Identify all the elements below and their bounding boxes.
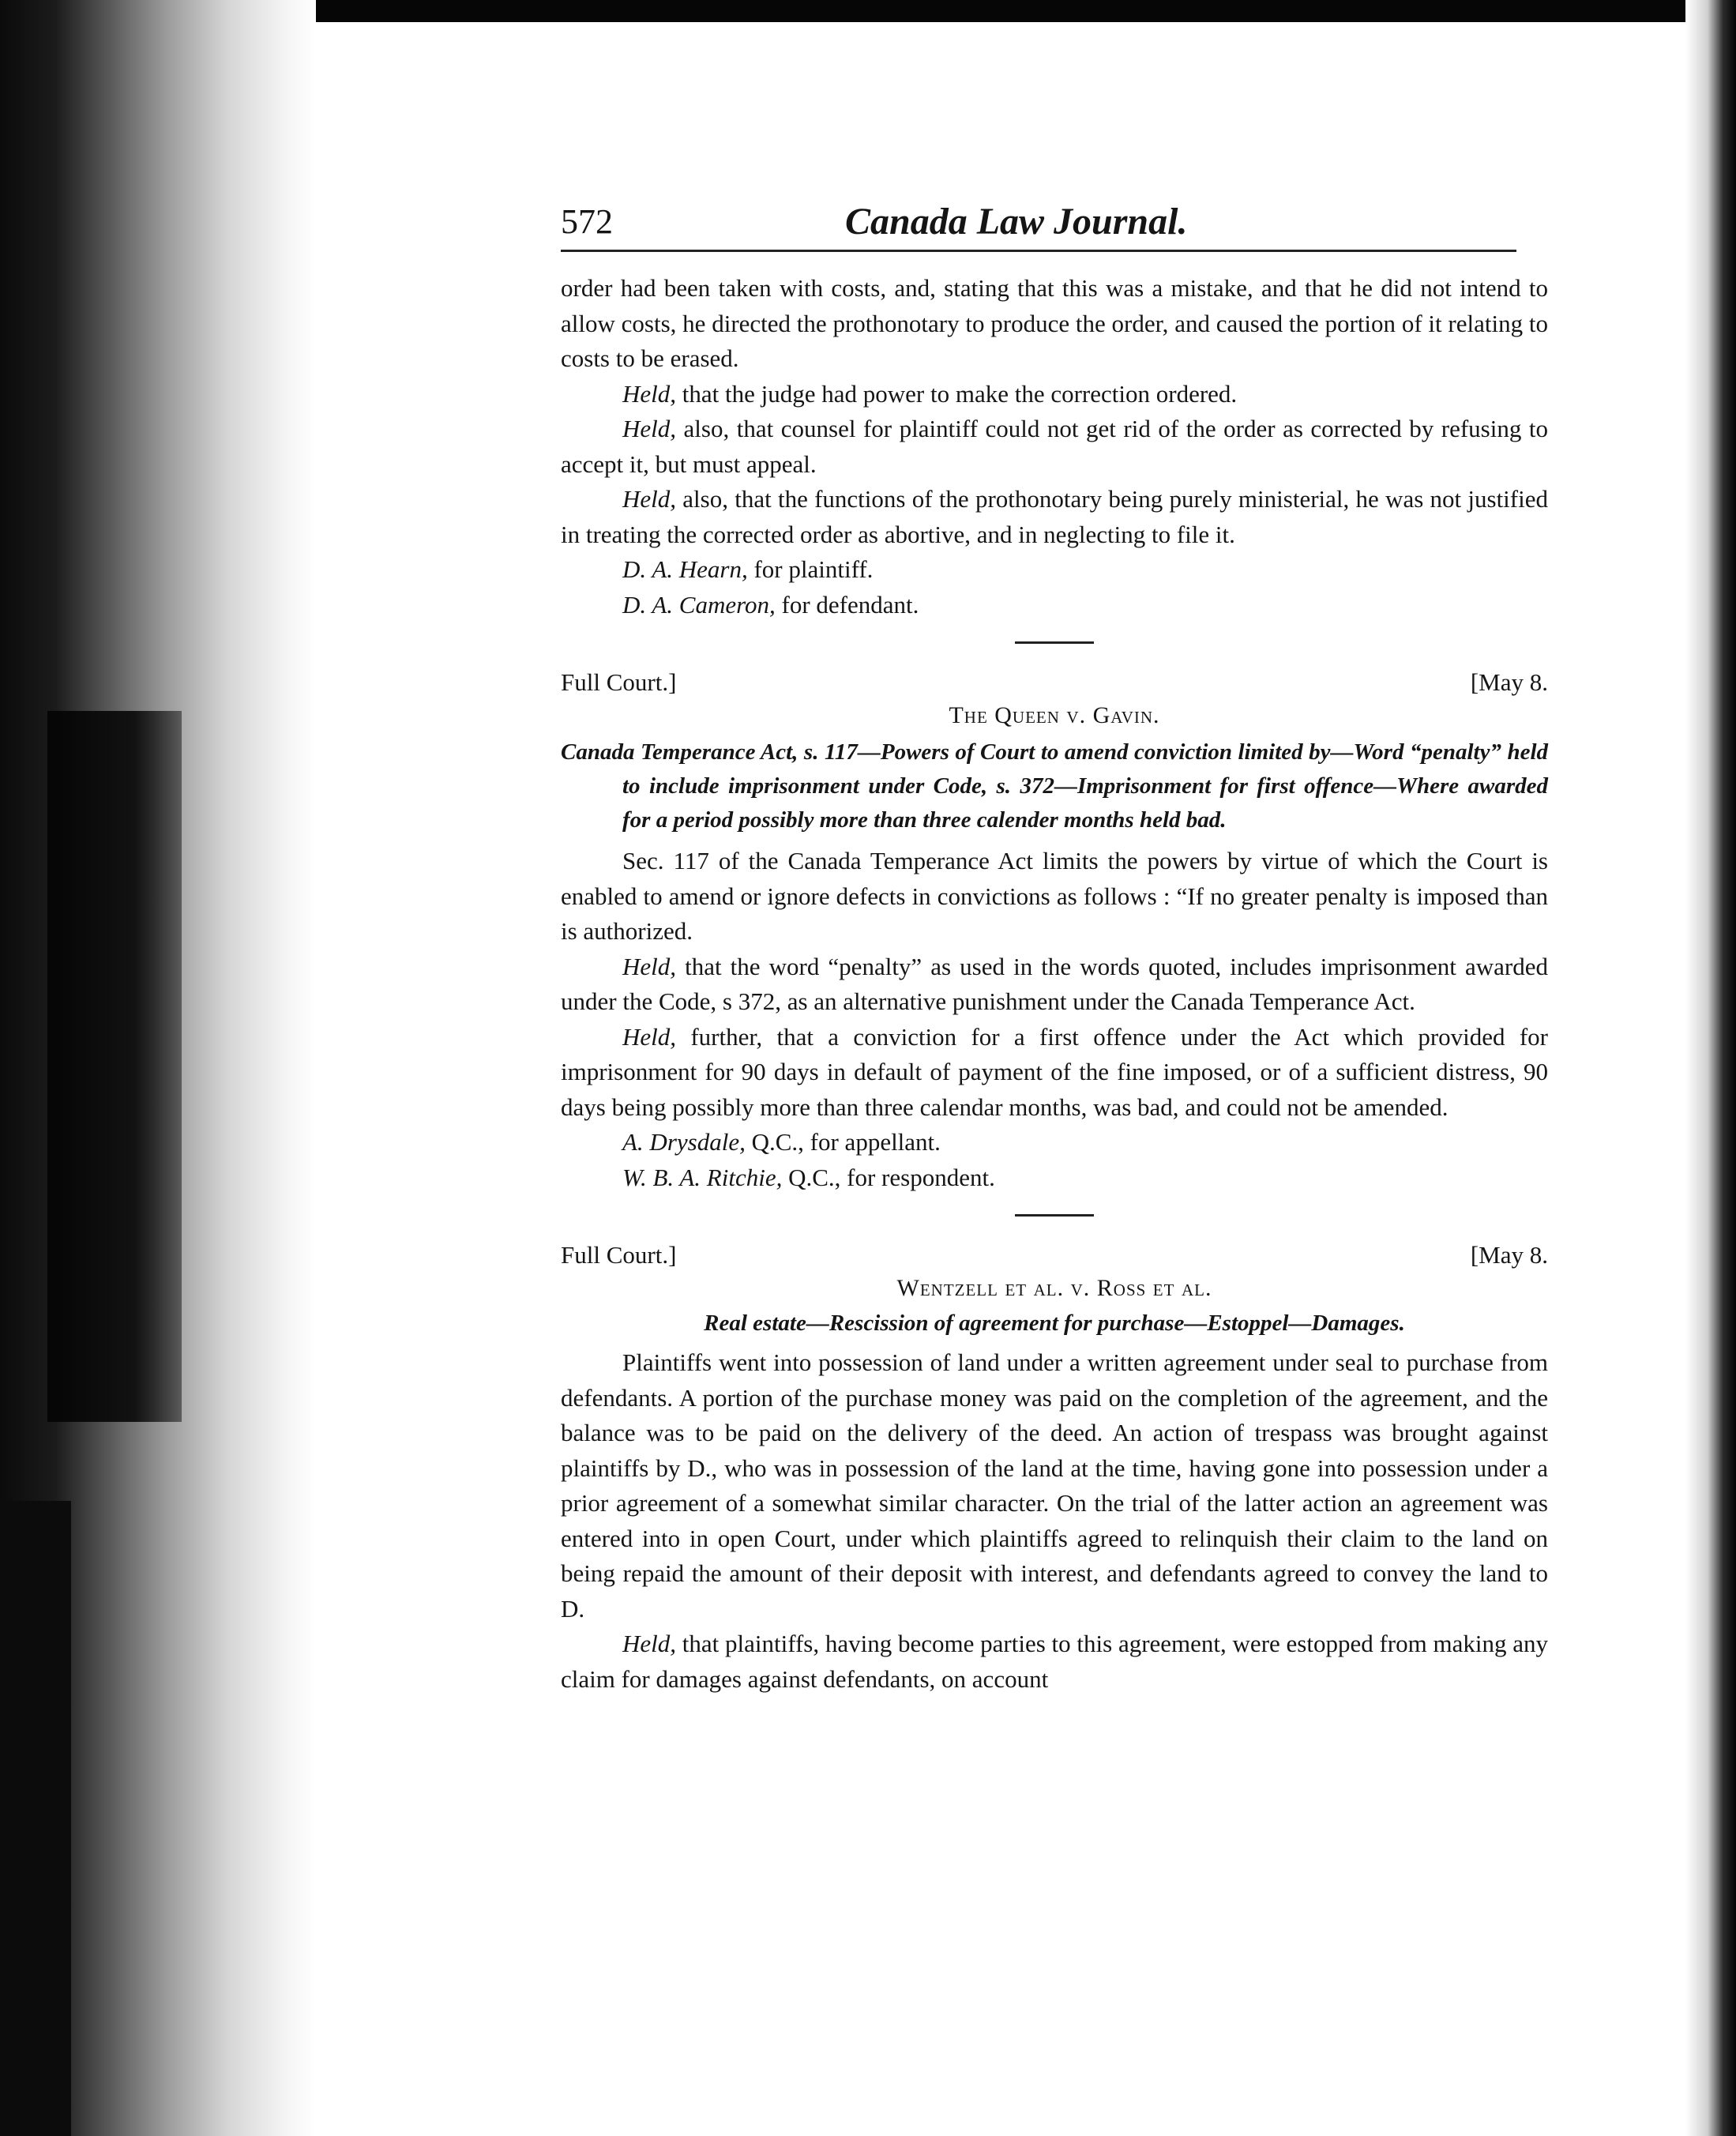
counsel-role: for plaintiff.: [747, 555, 874, 583]
counsel-name: D. A. Cameron,: [622, 590, 776, 619]
court-line: [561, 666, 1548, 699]
court-name: Full Court.]: [561, 668, 677, 696]
held-label: Held,: [622, 379, 677, 408]
held-text: that plaintiffs, having become parties to this agreement, were estopped from making any claim for damages against defendants, on account: [561, 1630, 1548, 1693]
case-headnote: Real estate—Rescission of agreement for purchase—Estoppel—Damages.: [704, 1311, 1405, 1336]
held-label: Held,: [622, 415, 677, 442]
held-label: Held,: [622, 1022, 677, 1051]
court-line: [561, 1239, 1548, 1272]
counsel-name: A. Drysdale,: [622, 1128, 746, 1156]
held-text: that the word “penalty” as used in the words quoted, includes imprisonment awarded under the Code, s 372, as an alternative punishment under the Canada Temperance Act.: [561, 952, 1548, 1015]
running-header: [561, 197, 1548, 246]
held-label: Held,: [622, 485, 677, 513]
journal-title: Canada Law Journal.: [845, 201, 1188, 243]
page-number: 572: [561, 202, 613, 241]
held-paragraph: [561, 950, 1548, 1020]
held-paragraph: [561, 482, 1548, 552]
section-separator: [1015, 641, 1094, 644]
held-paragraph: [561, 1020, 1548, 1126]
counsel-line: [561, 588, 1548, 623]
counsel-line: [561, 552, 1548, 588]
scan-right-edge: [1685, 0, 1736, 2136]
headnote-text: Canada Temperance Act, s. 117—Powers of Court to amend conviction limited by—Word “penalty” held to include imprisonment under Code, s. 372—Imprisonment for first offence—Where awarded for a period possibly more than three calender months held bad.: [561, 739, 1548, 833]
held-text: further, that a conviction for a first offence under the Act which provided for imprisonment for 90 days in default of payment of the fine imposed, or of a sufficient distress, 90 days being possibly more than three calendar months, was bad, and could not be amended.: [561, 1022, 1548, 1121]
counsel-name: W. B. A. Ritchie,: [622, 1163, 783, 1191]
paragraph: order had been taken with costs, and, stating that this was a mistake, and that he did not intend to allow costs, he directed the prothonotary to produce the order, and caused the portion of it relating to costs to be erased.: [561, 274, 1548, 372]
paragraph: Sec. 117 of the Canada Temperance Act limits the powers by virtue of which the Court is enabled to amend or ignore defects in convictions as follows : “If no greater penalty is imposed than is authorized.: [561, 847, 1548, 945]
section-separator: [1015, 1214, 1094, 1217]
held-text: also, that counsel for plaintiff could not get rid of the order as corrected by refusing to accept it, but must appeal.: [561, 415, 1548, 478]
counsel-role: Q.C., for respondent.: [782, 1163, 995, 1191]
case-headnote: [561, 735, 1548, 837]
court-name: Full Court.]: [561, 1241, 677, 1269]
case-title: Wentzell et al. v. Ross et al.: [896, 1275, 1212, 1301]
page: [561, 197, 1548, 1697]
counsel-name: D. A. Hearn,: [622, 555, 748, 583]
held-paragraph: [561, 377, 1548, 412]
counsel-role: for defendant.: [775, 590, 919, 619]
counsel-role: Q.C., for appellant.: [745, 1128, 941, 1156]
scan-left-bottom-edge: [0, 1501, 71, 2136]
case-wentzell-v-ross: [561, 1239, 1548, 1697]
held-text: also, that the functions of the prothonotary being purely ministerial, he was not justified in treating the corrected order as abortive, and in neglecting to file it.: [561, 485, 1548, 548]
case-date: [May 8.: [1470, 1241, 1548, 1269]
held-text: that the judge had power to make the correction ordered.: [676, 379, 1238, 408]
case-queen-v-gavin: [561, 666, 1548, 1195]
case-title: The Queen v. Gavin.: [949, 702, 1160, 728]
counsel-line: [561, 1125, 1548, 1160]
held-paragraph: [561, 1626, 1548, 1697]
case-continuation: [561, 271, 1548, 622]
counsel-line: [561, 1160, 1548, 1196]
paragraph: Plaintiffs went into possession of land under a written agreement under seal to purchase from defendants. A portion of the purchase money was paid on the completion of the agreement, and the balance was to be paid on the delivery of the deed. An action of trespass was brought against plaintiffs by D., who was in possession of the land at the time, having gone into possession under a prior agreement of a somewhat similar character. On the trial of the latter action an agreement was entered into in open Court, under which plaintiffs agreed to relinquish their claim to the land on being repaid the amount of their deposit with interest, and defendants agreed to convey the land to D.: [561, 1348, 1548, 1623]
case-date: [May 8.: [1470, 668, 1548, 696]
held-label: Held,: [622, 952, 677, 980]
scan-binding-shadow: [47, 711, 182, 1422]
header-rule: [561, 250, 1516, 252]
held-paragraph: [561, 412, 1548, 482]
held-label: Held,: [622, 1630, 677, 1657]
